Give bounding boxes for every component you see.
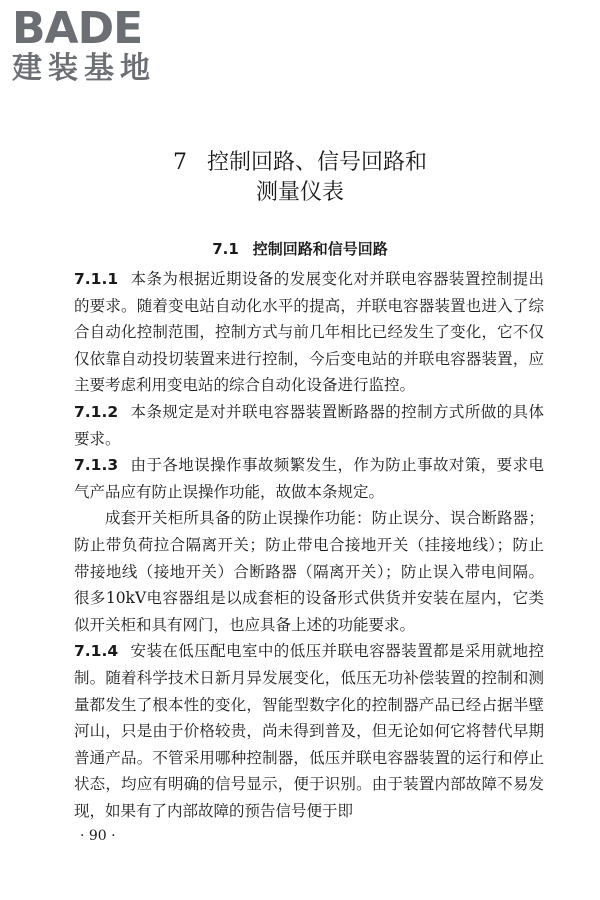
chapter-heading [0,148,600,208]
logo-text-en: BADE [12,3,143,54]
chapter-title-line1: 控制回路、信号回路和 [206,150,427,175]
clause-number: 7.1.3 [74,456,119,475]
chapter-title-line2: 测量仪表 [255,180,344,205]
clause-number: 7.1.2 [74,402,119,421]
clause-paragraph [74,452,544,505]
clause-text: 由于各地误操作事故频繁发生，作为防止事故对策，要求电气产品应有防止误操作功能，故做本条规定。 [74,456,544,501]
page-number: · 90 · [80,828,116,844]
clause-text: 本条为根据近期设备的发展变化对并联电容器装置控制提出的要求。随着变电站自动化水平的提高，并联电容器装置也进入了综合自动化控制范围，控制方式与前几年相比已经发生了变化，它不仅仅依靠自动投切装置来进行控制，今后变电站的并联电容器装置，应主要考虑利用变电站的综合自动化设备进行监控。 [74,270,544,395]
clause-text: 安装在低压配电室中的低压并联电容器装置都是采用就地控制。随着科学技术日新月异发展变化，低压无功补偿装置的控制和测量都发生了根本性的变化，智能型数字化的控制器产品已经占据半壁河山，只是由于价格较贵，尚未得到普及，但无论如何它将替代早期普通产品。不管采用哪种控制器，低压并联电容器装置的运行和停止状态，均应有明确的信号显示，便于识别。由于装置内部故障不易发现，如果有了内部故障的预告信号便于即 [74,642,544,820]
clause-text: 成套开关柜所具备的防止误操作功能：防止误分、误合断路器；防止带负荷拉合隔离开关；防止带电合接地开关（挂接地线）；防止带接地线（接地开关）合断路器（隔离开关）；防止误入带电间隔。很多10kV电容器组是以成套柜的设备形式供货并安装在屋内，它类似开关柜和具有网门，也应具备上述的功能要求。 [74,509,544,634]
clause-text: 本条规定是对并联电容器装置断路器的控制方式所做的具体要求。 [74,402,544,448]
clause-number: 7.1.1 [74,270,119,288]
section-heading [0,238,600,259]
clause-paragraph [74,399,544,452]
clause-number: 7.1.4 [74,642,119,661]
logo-text-zh: 建装基地 [12,51,156,86]
clause-paragraph [74,266,544,399]
section-number: 7.1 [212,240,239,258]
chapter-number: 7 [172,150,187,175]
section-title: 控制回路和信号回路 [252,240,388,258]
body-text [74,266,544,824]
clause-paragraph [74,638,544,824]
publisher-logo [12,3,182,86]
clause-paragraph [74,505,544,638]
